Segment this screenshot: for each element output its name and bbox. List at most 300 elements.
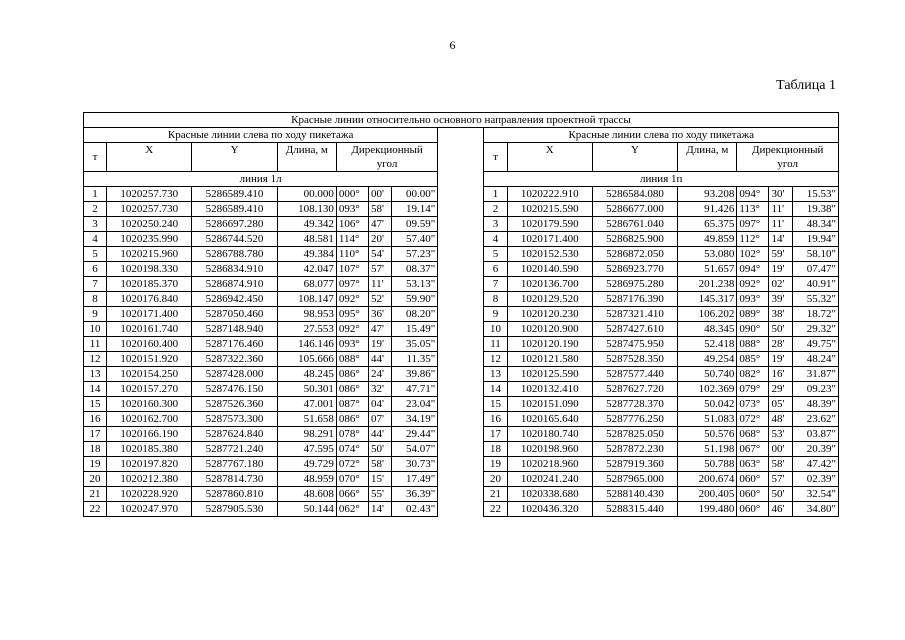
table-row: [84, 472, 839, 487]
left-cell-minutes: 11': [369, 277, 392, 292]
left-cell-degrees: 070°: [336, 472, 368, 487]
right-cell-point: 4: [484, 232, 507, 247]
right-cell-y: 5287427.610: [592, 322, 677, 337]
left-cell-y: 5286834.910: [192, 262, 277, 277]
right-cell-x: 1020241.240: [507, 472, 592, 487]
right-cell-length: 51.083: [678, 412, 737, 427]
left-cell-degrees: 000°: [336, 187, 368, 202]
right-cell-minutes: 00': [769, 442, 792, 457]
right-cell-x: 1020129.520: [507, 292, 592, 307]
left-cell-point: 14: [84, 382, 107, 397]
left-cell-minutes: 50': [369, 442, 392, 457]
right-cell-seconds: 03.87": [792, 427, 838, 442]
table-title: Красные линии относительно основного направления проектной трассы: [84, 113, 839, 128]
right-cell-seconds: 34.80": [792, 502, 838, 517]
left-cell-seconds: 23.04": [392, 397, 438, 412]
left-cell-point: 20: [84, 472, 107, 487]
right-cell-y: 5287825.050: [592, 427, 677, 442]
left-cell-seconds: 30.73": [392, 457, 438, 472]
left-cell-length: 98.291: [277, 427, 336, 442]
right-cell-minutes: 58': [769, 457, 792, 472]
right-cell-point: 7: [484, 277, 507, 292]
table-gap: [438, 502, 484, 517]
left-cell-degrees: 074°: [336, 442, 368, 457]
left-cell-x: 1020257.730: [107, 187, 192, 202]
left-cell-x: 1020257.730: [107, 202, 192, 217]
right-cell-length: 50.740: [678, 367, 737, 382]
right-cell-point: 22: [484, 502, 507, 517]
right-cell-length: 50.042: [678, 397, 737, 412]
right-cell-y: 5287728.370: [592, 397, 677, 412]
left-cell-x: 1020161.740: [107, 322, 192, 337]
right-cell-minutes: 46': [769, 502, 792, 517]
table-row: [84, 487, 839, 502]
left-cell-seconds: 47.71": [392, 382, 438, 397]
left-cell-x: 1020197.820: [107, 457, 192, 472]
left-cell-minutes: 55': [369, 487, 392, 502]
left-cell-minutes: 07': [369, 412, 392, 427]
left-cell-x: 1020198.330: [107, 262, 192, 277]
table-gap: [438, 202, 484, 217]
right-cell-length: 49.859: [678, 232, 737, 247]
left-cell-x: 1020215.960: [107, 247, 192, 262]
table-gap: [438, 337, 484, 352]
right-cell-degrees: 092°: [737, 277, 769, 292]
left-cell-degrees: 086°: [336, 382, 368, 397]
right-cell-minutes: 29': [769, 382, 792, 397]
left-cell-degrees: 114°: [336, 232, 368, 247]
table-row: [84, 292, 839, 307]
table-gap: [438, 367, 484, 382]
right-cell-point: 5: [484, 247, 507, 262]
left-cell-minutes: 15': [369, 472, 392, 487]
table-gap: [438, 457, 484, 472]
right-cell-point: 14: [484, 382, 507, 397]
left-cell-length: 146.146: [277, 337, 336, 352]
right-cell-degrees: 063°: [737, 457, 769, 472]
left-cell-length: 48.608: [277, 487, 336, 502]
right-cell-point: 3: [484, 217, 507, 232]
right-header-length: Длина, м: [678, 143, 737, 172]
left-cell-seconds: 59.90": [392, 292, 438, 307]
right-cell-degrees: 112°: [737, 232, 769, 247]
right-cell-seconds: 48.34": [792, 217, 838, 232]
right-cell-seconds: 48.39": [792, 397, 838, 412]
left-cell-x: 1020171.400: [107, 307, 192, 322]
right-cell-length: 199.480: [678, 502, 737, 517]
page-number: 6: [449, 38, 456, 52]
right-cell-minutes: 11': [769, 217, 792, 232]
left-cell-x: 1020157.270: [107, 382, 192, 397]
left-cell-point: 3: [84, 217, 107, 232]
table-gap: [438, 487, 484, 502]
right-cell-length: 51.657: [678, 262, 737, 277]
right-cell-length: 48.345: [678, 322, 737, 337]
left-cell-minutes: 47': [369, 322, 392, 337]
table-gap: [438, 382, 484, 397]
right-cell-degrees: 089°: [737, 307, 769, 322]
left-cell-minutes: 57': [369, 262, 392, 277]
left-cell-x: 1020176.840: [107, 292, 192, 307]
left-cell-length: 98.953: [277, 307, 336, 322]
left-cell-y: 5287721.240: [192, 442, 277, 457]
right-cell-y: 5287475.950: [592, 337, 677, 352]
right-cell-length: 200.674: [678, 472, 737, 487]
right-cell-x: 1020140.590: [507, 262, 592, 277]
left-cell-degrees: 092°: [336, 322, 368, 337]
right-cell-seconds: 02.39": [792, 472, 838, 487]
right-cell-seconds: 40.91": [792, 277, 838, 292]
table-row: [84, 412, 839, 427]
left-cell-seconds: 34.19": [392, 412, 438, 427]
right-cell-length: 65.375: [678, 217, 737, 232]
left-cell-length: 00.000: [277, 187, 336, 202]
right-cell-seconds: 15.53": [792, 187, 838, 202]
left-cell-point: 10: [84, 322, 107, 337]
right-cell-length: 52.418: [678, 337, 737, 352]
right-cell-x: 1020120.190: [507, 337, 592, 352]
right-cell-y: 5287872.230: [592, 442, 677, 457]
right-cell-minutes: 48': [769, 412, 792, 427]
right-cell-degrees: 097°: [737, 217, 769, 232]
left-cell-point: 17: [84, 427, 107, 442]
right-cell-point: 12: [484, 352, 507, 367]
right-cell-seconds: 09.23": [792, 382, 838, 397]
right-cell-minutes: 19': [769, 262, 792, 277]
right-cell-minutes: 39': [769, 292, 792, 307]
table-gap: [438, 427, 484, 442]
left-cell-point: 8: [84, 292, 107, 307]
right-cell-x: 1020120.230: [507, 307, 592, 322]
right-cell-y: 5286975.280: [592, 277, 677, 292]
right-cell-seconds: 48.24": [792, 352, 838, 367]
right-cell-point: 21: [484, 487, 507, 502]
right-cell-minutes: 28': [769, 337, 792, 352]
right-cell-seconds: 18.72": [792, 307, 838, 322]
left-header-angle: угол: [336, 157, 437, 172]
right-cell-x: 1020179.590: [507, 217, 592, 232]
right-cell-seconds: 31.87": [792, 367, 838, 382]
left-cell-degrees: 093°: [336, 337, 368, 352]
left-cell-x: 1020162.700: [107, 412, 192, 427]
right-cell-point: 13: [484, 367, 507, 382]
right-cell-y: 5287965.000: [592, 472, 677, 487]
left-cell-point: 2: [84, 202, 107, 217]
left-header-length: Длина, м: [277, 143, 336, 172]
right-cell-degrees: 094°: [737, 262, 769, 277]
left-cell-x: 1020160.300: [107, 397, 192, 412]
right-cell-degrees: 088°: [737, 337, 769, 352]
right-cell-length: 50.576: [678, 427, 737, 442]
right-cell-y: 5286872.050: [592, 247, 677, 262]
left-cell-x: 1020151.920: [107, 352, 192, 367]
left-cell-seconds: 35.05": [392, 337, 438, 352]
left-cell-y: 5287767.180: [192, 457, 277, 472]
left-cell-length: 47.001: [277, 397, 336, 412]
left-header-y: Y: [192, 143, 277, 172]
left-cell-seconds: 17.49": [392, 472, 438, 487]
right-cell-x: 1020120.900: [507, 322, 592, 337]
right-cell-x: 1020136.700: [507, 277, 592, 292]
right-cell-x: 1020215.590: [507, 202, 592, 217]
right-header-x: X: [507, 143, 592, 172]
right-cell-y: 5287627.720: [592, 382, 677, 397]
left-cell-x: 1020185.380: [107, 442, 192, 457]
right-line-label: линия 1п: [484, 172, 839, 187]
table-row: [84, 502, 839, 517]
right-cell-y: 5287321.410: [592, 307, 677, 322]
left-header-x: X: [107, 143, 192, 172]
left-cell-length: 49.729: [277, 457, 336, 472]
table-gap: [438, 277, 484, 292]
left-header-point: т: [84, 143, 107, 172]
table-row: [84, 202, 839, 217]
left-cell-x: 1020228.920: [107, 487, 192, 502]
right-cell-y: 5286584.080: [592, 187, 677, 202]
left-cell-point: 16: [84, 412, 107, 427]
left-cell-length: 105.666: [277, 352, 336, 367]
left-cell-point: 19: [84, 457, 107, 472]
right-cell-y: 5286825.900: [592, 232, 677, 247]
right-cell-seconds: 47.42": [792, 457, 838, 472]
left-section-title: Красные линии слева по ходу пикетажа: [84, 128, 438, 143]
left-cell-minutes: 19': [369, 337, 392, 352]
left-cell-y: 5286589.410: [192, 202, 277, 217]
left-cell-degrees: 086°: [336, 367, 368, 382]
right-cell-point: 18: [484, 442, 507, 457]
table-gap: [438, 262, 484, 277]
right-cell-seconds: 07.47": [792, 262, 838, 277]
left-cell-length: 48.245: [277, 367, 336, 382]
right-cell-seconds: 49.75": [792, 337, 838, 352]
right-cell-minutes: 19': [769, 352, 792, 367]
left-cell-y: 5286874.910: [192, 277, 277, 292]
left-cell-x: 1020160.400: [107, 337, 192, 352]
left-cell-point: 11: [84, 337, 107, 352]
left-cell-point: 15: [84, 397, 107, 412]
right-cell-degrees: 094°: [737, 187, 769, 202]
table-gap: [438, 307, 484, 322]
right-cell-degrees: 060°: [737, 502, 769, 517]
left-cell-degrees: 095°: [336, 307, 368, 322]
left-cell-degrees: 110°: [336, 247, 368, 262]
right-cell-degrees: 060°: [737, 487, 769, 502]
table-gap: [438, 397, 484, 412]
left-cell-seconds: 09.59": [392, 217, 438, 232]
right-cell-point: 8: [484, 292, 507, 307]
table-gap: [438, 442, 484, 457]
right-cell-degrees: 060°: [737, 472, 769, 487]
table-gap: [438, 187, 484, 202]
table-gap: [438, 292, 484, 307]
right-header-point: т: [484, 143, 507, 172]
left-cell-degrees: 097°: [336, 277, 368, 292]
table-row: [84, 397, 839, 412]
right-cell-minutes: 53': [769, 427, 792, 442]
right-cell-seconds: 32.54": [792, 487, 838, 502]
right-cell-x: 1020180.740: [507, 427, 592, 442]
right-cell-seconds: 55.32": [792, 292, 838, 307]
right-cell-degrees: 079°: [737, 382, 769, 397]
left-cell-degrees: 106°: [336, 217, 368, 232]
right-cell-length: 50.788: [678, 457, 737, 472]
left-cell-y: 5287322.360: [192, 352, 277, 367]
right-cell-point: 9: [484, 307, 507, 322]
left-cell-length: 50.144: [277, 502, 336, 517]
left-cell-point: 18: [84, 442, 107, 457]
table-caption: Таблица 1: [776, 78, 836, 93]
left-cell-minutes: 58': [369, 202, 392, 217]
right-header-angle: угол: [737, 157, 839, 172]
left-cell-point: 9: [84, 307, 107, 322]
left-cell-minutes: 52': [369, 292, 392, 307]
left-cell-y: 5287148.940: [192, 322, 277, 337]
left-cell-seconds: 19.14": [392, 202, 438, 217]
left-cell-length: 27.553: [277, 322, 336, 337]
right-cell-degrees: 072°: [737, 412, 769, 427]
left-header-direction: Дирекционный: [336, 143, 437, 158]
right-cell-degrees: 085°: [737, 352, 769, 367]
right-cell-degrees: 073°: [737, 397, 769, 412]
right-cell-degrees: 113°: [737, 202, 769, 217]
right-cell-minutes: 50': [769, 487, 792, 502]
right-cell-minutes: 16': [769, 367, 792, 382]
left-cell-degrees: 066°: [336, 487, 368, 502]
left-cell-point: 6: [84, 262, 107, 277]
left-cell-length: 48.959: [277, 472, 336, 487]
right-cell-length: 51.198: [678, 442, 737, 457]
right-cell-x: 1020125.590: [507, 367, 592, 382]
right-cell-point: 11: [484, 337, 507, 352]
right-cell-point: 17: [484, 427, 507, 442]
right-cell-x: 1020198.960: [507, 442, 592, 457]
left-cell-minutes: 36': [369, 307, 392, 322]
right-cell-y: 5287528.350: [592, 352, 677, 367]
right-cell-seconds: 19.94": [792, 232, 838, 247]
left-cell-point: 4: [84, 232, 107, 247]
left-cell-seconds: 57.23": [392, 247, 438, 262]
left-cell-seconds: 54.07": [392, 442, 438, 457]
right-cell-point: 10: [484, 322, 507, 337]
table-gap: [438, 217, 484, 232]
table-gap: [438, 322, 484, 337]
red-lines-table: [83, 112, 839, 517]
left-cell-y: 5287860.810: [192, 487, 277, 502]
right-header-y: Y: [592, 143, 677, 172]
table-row: [84, 352, 839, 367]
left-cell-y: 5287573.300: [192, 412, 277, 427]
right-section-title: Красные линии слева по ходу пикетажа: [484, 128, 839, 143]
left-cell-minutes: 44': [369, 427, 392, 442]
left-cell-y: 5286589.410: [192, 187, 277, 202]
table-row: [84, 232, 839, 247]
right-cell-minutes: 02': [769, 277, 792, 292]
left-cell-minutes: 47': [369, 217, 392, 232]
left-cell-degrees: 086°: [336, 412, 368, 427]
right-cell-point: 19: [484, 457, 507, 472]
right-cell-length: 102.369: [678, 382, 737, 397]
right-cell-seconds: 23.62": [792, 412, 838, 427]
left-cell-degrees: 087°: [336, 397, 368, 412]
table-row: [84, 337, 839, 352]
right-cell-point: 16: [484, 412, 507, 427]
left-cell-y: 5287476.150: [192, 382, 277, 397]
left-cell-length: 51.658: [277, 412, 336, 427]
right-cell-length: 91.426: [678, 202, 737, 217]
right-cell-point: 20: [484, 472, 507, 487]
left-cell-minutes: 58': [369, 457, 392, 472]
left-cell-x: 1020185.370: [107, 277, 192, 292]
left-cell-x: 1020250.240: [107, 217, 192, 232]
left-cell-point: 22: [84, 502, 107, 517]
left-line-label: линия 1л: [84, 172, 438, 187]
left-cell-degrees: 093°: [336, 202, 368, 217]
left-cell-seconds: 08.37": [392, 262, 438, 277]
right-cell-x: 1020152.530: [507, 247, 592, 262]
right-cell-minutes: 59': [769, 247, 792, 262]
left-cell-minutes: 32': [369, 382, 392, 397]
right-cell-point: 1: [484, 187, 507, 202]
right-cell-length: 201.238: [678, 277, 737, 292]
left-cell-minutes: 00': [369, 187, 392, 202]
left-cell-point: 12: [84, 352, 107, 367]
right-cell-y: 5286677.000: [592, 202, 677, 217]
right-cell-degrees: 082°: [737, 367, 769, 382]
table-row: [84, 457, 839, 472]
left-cell-y: 5287050.460: [192, 307, 277, 322]
left-cell-seconds: 11.35": [392, 352, 438, 367]
right-cell-minutes: 05': [769, 397, 792, 412]
left-cell-x: 1020247.970: [107, 502, 192, 517]
right-cell-x: 1020132.410: [507, 382, 592, 397]
left-cell-y: 5287905.530: [192, 502, 277, 517]
right-cell-point: 6: [484, 262, 507, 277]
right-header-direction: Дирекционный: [737, 143, 839, 158]
left-cell-point: 13: [84, 367, 107, 382]
left-cell-minutes: 24': [369, 367, 392, 382]
left-cell-length: 49.342: [277, 217, 336, 232]
right-cell-seconds: 58.10": [792, 247, 838, 262]
right-cell-y: 5286761.040: [592, 217, 677, 232]
right-cell-x: 1020165.640: [507, 412, 592, 427]
right-cell-y: 5288315.440: [592, 502, 677, 517]
left-cell-seconds: 39.86": [392, 367, 438, 382]
right-cell-x: 1020218.960: [507, 457, 592, 472]
left-cell-y: 5286788.780: [192, 247, 277, 262]
right-cell-x: 1020436.320: [507, 502, 592, 517]
right-cell-minutes: 14': [769, 232, 792, 247]
left-cell-length: 108.130: [277, 202, 336, 217]
left-cell-seconds: 53.13": [392, 277, 438, 292]
right-cell-length: 200.405: [678, 487, 737, 502]
left-cell-degrees: 107°: [336, 262, 368, 277]
left-cell-y: 5287176.460: [192, 337, 277, 352]
left-cell-seconds: 57.40": [392, 232, 438, 247]
right-cell-x: 1020171.400: [507, 232, 592, 247]
left-cell-x: 1020166.190: [107, 427, 192, 442]
left-cell-point: 1: [84, 187, 107, 202]
table-row: [84, 307, 839, 322]
right-cell-y: 5287776.250: [592, 412, 677, 427]
left-cell-y: 5286942.450: [192, 292, 277, 307]
left-cell-minutes: 44': [369, 352, 392, 367]
left-cell-degrees: 088°: [336, 352, 368, 367]
right-cell-degrees: 102°: [737, 247, 769, 262]
left-cell-length: 48.581: [277, 232, 336, 247]
left-cell-length: 49.384: [277, 247, 336, 262]
left-cell-seconds: 00.00": [392, 187, 438, 202]
left-cell-seconds: 36.39": [392, 487, 438, 502]
